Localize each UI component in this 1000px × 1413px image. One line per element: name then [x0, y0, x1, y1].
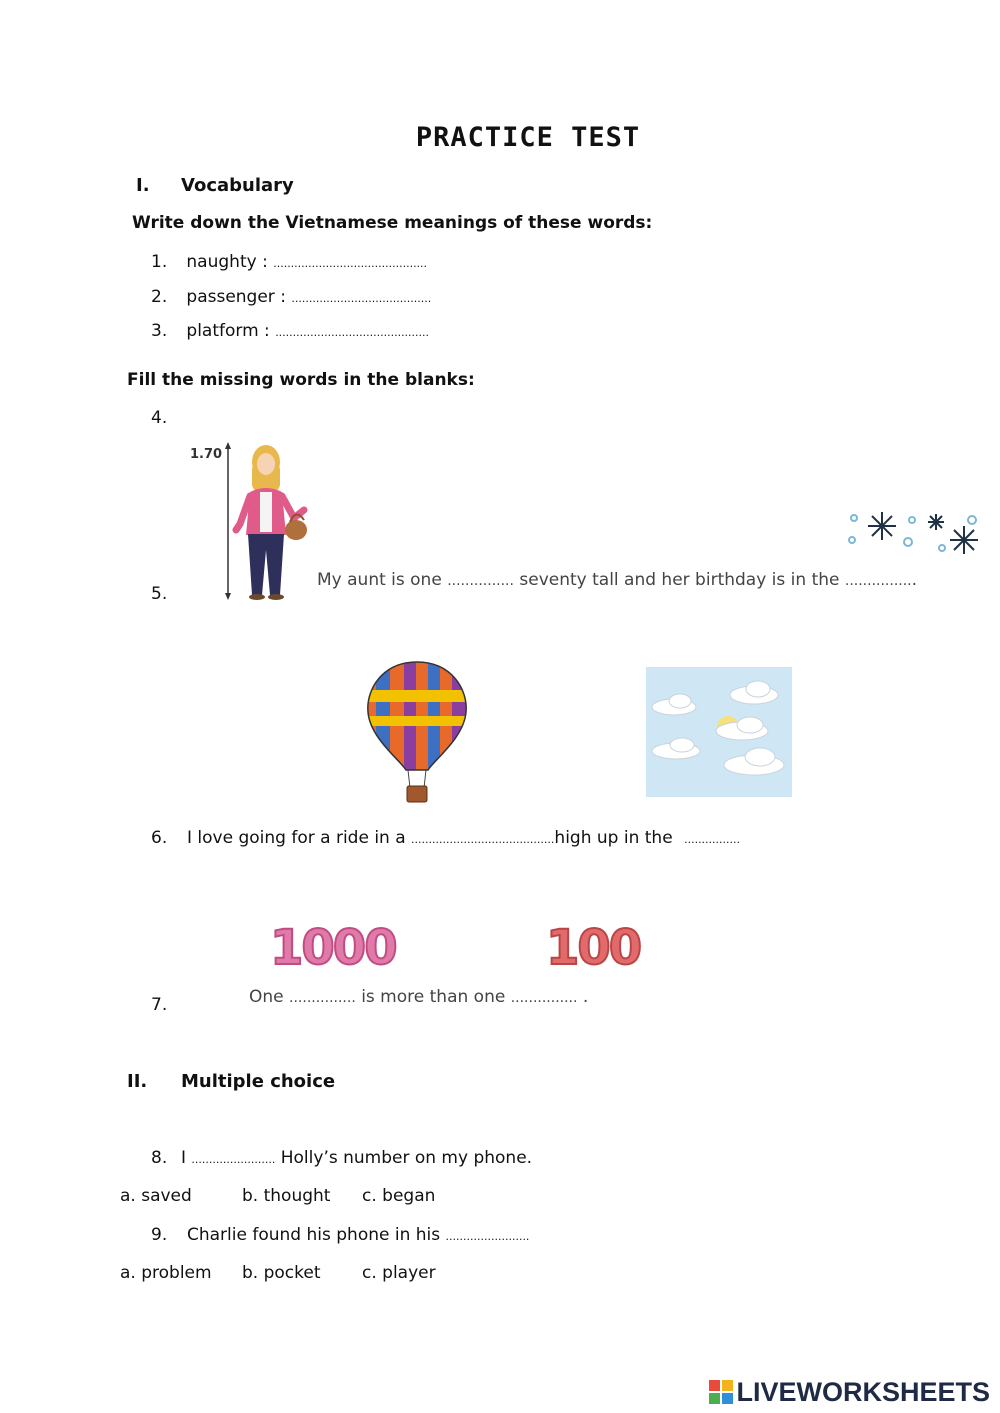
item-number: 2.	[151, 287, 168, 307]
q9-option-c[interactable]: c. player	[362, 1263, 436, 1283]
q8-option-a[interactable]: a. saved	[120, 1186, 192, 1206]
snowflakes-picture	[844, 500, 989, 560]
hot-air-balloon-picture	[362, 660, 472, 808]
section-2-heading	[127, 1071, 335, 1092]
q9-option-a[interactable]: a. problem	[120, 1263, 212, 1283]
vocab-instruction: Write down the Vietnamese meanings of these words:	[132, 213, 653, 233]
answer-blank-2[interactable]: ........................................	[291, 292, 432, 305]
fill-instruction: Fill the missing words in the blanks:	[127, 370, 475, 390]
liveworksheets-icon	[708, 1379, 734, 1405]
q8-option-b[interactable]: b. thought	[242, 1186, 331, 1206]
item-number: 1.	[151, 252, 168, 272]
question-9	[151, 1225, 529, 1245]
q7-blank-1[interactable]: ...............	[289, 990, 356, 1006]
q5-text-2: seventy tall and her birthday is in the	[519, 570, 840, 590]
liveworksheets-logo	[708, 1377, 990, 1408]
q9-blank[interactable]: ........................	[445, 1230, 530, 1243]
vocab-word: platform :	[186, 321, 270, 341]
q6-blank-2[interactable]: ................	[684, 833, 741, 846]
section-1-heading	[136, 175, 294, 196]
section-1-title: Vocabulary	[181, 175, 294, 196]
q5-blank-1[interactable]: ...............	[447, 573, 514, 589]
q6-blank-1[interactable]: .........................................	[411, 833, 555, 846]
number-1000-picture: 1000	[270, 920, 396, 976]
q7-text-3: .	[582, 987, 589, 1007]
question-5-sentence	[317, 570, 917, 590]
q8-blank[interactable]: ........................	[191, 1153, 276, 1166]
height-label: 1.70	[190, 447, 223, 462]
question-9-number: 9.	[151, 1225, 168, 1245]
sky-clouds-picture	[646, 667, 792, 797]
section-2-roman: II.	[127, 1071, 148, 1092]
question-7-sentence	[249, 987, 588, 1007]
q6-text-1: I love going for a ride in a	[187, 828, 406, 848]
q5-text-1: My aunt is one	[317, 570, 442, 590]
q8-text-2: Holly’s number on my phone.	[280, 1148, 533, 1168]
question-6	[151, 828, 740, 848]
q8-option-c[interactable]: c. began	[362, 1186, 436, 1206]
question-4-number: 4.	[151, 408, 168, 428]
vocab-item-3	[151, 321, 429, 341]
q7-text-2: is more than one	[361, 987, 506, 1007]
q5-blank-2[interactable]: ...............	[844, 573, 912, 589]
q9-option-b[interactable]: b. pocket	[242, 1263, 321, 1283]
q9-text-1: Charlie found his phone in his	[187, 1225, 441, 1245]
vocab-word: naughty :	[186, 252, 268, 272]
q7-blank-2[interactable]: ...............	[510, 990, 578, 1006]
question-6-number: 6.	[151, 828, 168, 848]
vocab-item-1	[151, 252, 427, 272]
number-100-picture: 100	[546, 920, 641, 976]
page-title: PRACTICE TEST	[415, 122, 641, 153]
vocab-word: passenger :	[186, 287, 286, 307]
question-8	[151, 1148, 532, 1168]
question-5-number: 5.	[151, 584, 168, 604]
item-number: 3.	[151, 321, 168, 341]
question-7-number: 7.	[151, 995, 168, 1015]
answer-blank-1[interactable]: ............................................	[273, 257, 428, 270]
q5-text-3: .	[911, 570, 918, 590]
woman-height-picture	[220, 440, 320, 605]
section-1-roman: I.	[136, 175, 150, 196]
q6-text-2: high up in the	[554, 828, 673, 848]
brand-name: LIVEWORKSHEETS	[736, 1377, 990, 1407]
vocab-item-2	[151, 287, 431, 307]
q7-text-1: One	[249, 987, 284, 1007]
q8-text-1: I	[181, 1148, 187, 1168]
section-2-title: Multiple choice	[181, 1071, 336, 1092]
question-8-number: 8.	[151, 1148, 168, 1168]
answer-blank-3[interactable]: ............................................	[275, 326, 430, 339]
